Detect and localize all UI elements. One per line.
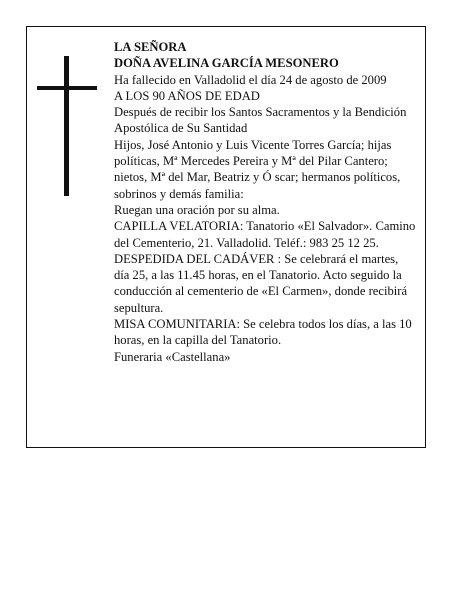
mass-info: MISA COMUNITARIA: Se celebra todos los días, a las 10 horas, en la capilla del Tanatorio. xyxy=(114,317,412,348)
farewell-info: DESPEDIDA DEL CADÁVER : Se celebrará el martes, día 25, a las 11.45 horas, en el Tanatorio. Acto seguido la conducción al cementerio de «El Carmen», donde recibirá sepultura. xyxy=(114,251,408,315)
chapel-info: CAPILLA VELATORIA: Tanatorio «El Salvador». Camino del Cementerio, 21. Valladolid. Teléf.: 983 25 12 25. xyxy=(114,219,416,250)
sacraments-statement: Después de recibir los Santos Sacramentos y la Bendición Apostólica de Su Santidad xyxy=(114,105,407,136)
family-list: Hijos, José Antonio y Luis Vicente Torres García; hijas políticas, Mª Mercedes Pereira y Mª del Pilar Cantero; nietos, Mª del Mar, Beatriz y Ó scar; hermanos políticos, sobrinos y demás familia: xyxy=(114,137,401,201)
death-statement: Ha fallecido en Valladolid el día 24 de agosto de 2009 xyxy=(114,72,387,87)
obituary-text xyxy=(114,39,416,365)
prayer-request: Ruegan una oración por su alma. xyxy=(114,202,280,217)
cross-vertical-bar xyxy=(64,56,69,196)
deceased-name: DOÑA AVELINA GARCÍA MESONERO xyxy=(114,56,339,71)
honorific-title: LA SEÑORA xyxy=(114,40,187,54)
age-statement: A LOS 90 AÑOS DE EDAD xyxy=(114,88,260,103)
cross-icon xyxy=(37,56,97,196)
cross-horizontal-bar xyxy=(37,86,97,90)
funeral-home: Funeraria «Castellana» xyxy=(114,349,231,364)
